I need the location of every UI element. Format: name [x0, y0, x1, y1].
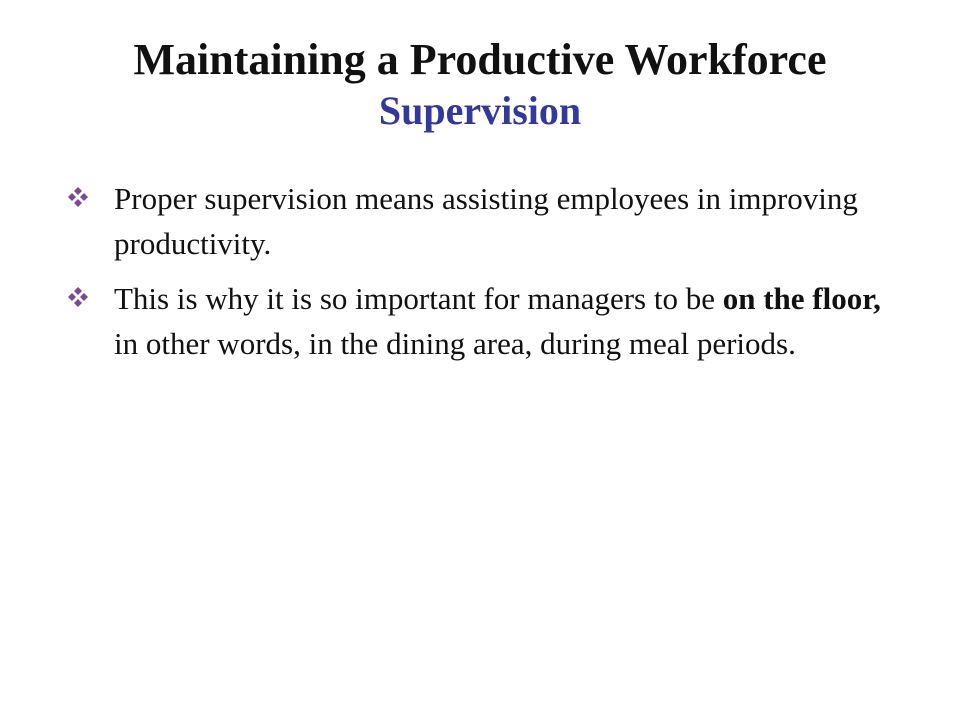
bullet-list — [66, 176, 886, 376]
bullet-text-part: in other words, in the dining area, during meal periods. — [114, 326, 796, 361]
four-diamond-bullet-icon — [66, 285, 90, 309]
bullet-item — [66, 176, 886, 266]
bullet-text-part: This is why it is so important for managers to be — [114, 281, 723, 316]
title-block — [40, 34, 920, 136]
bullet-item — [66, 276, 886, 366]
slide-title: Maintaining a Productive Workforce — [133, 35, 827, 84]
four-diamond-bullet-icon — [66, 185, 90, 209]
bullet-text — [114, 281, 881, 361]
bullet-text: Proper supervision means assisting employees in improving productivity. — [114, 181, 858, 261]
bullet-emphasis: on the floor, — [722, 281, 881, 316]
slide-subtitle: Supervision — [378, 88, 582, 133]
